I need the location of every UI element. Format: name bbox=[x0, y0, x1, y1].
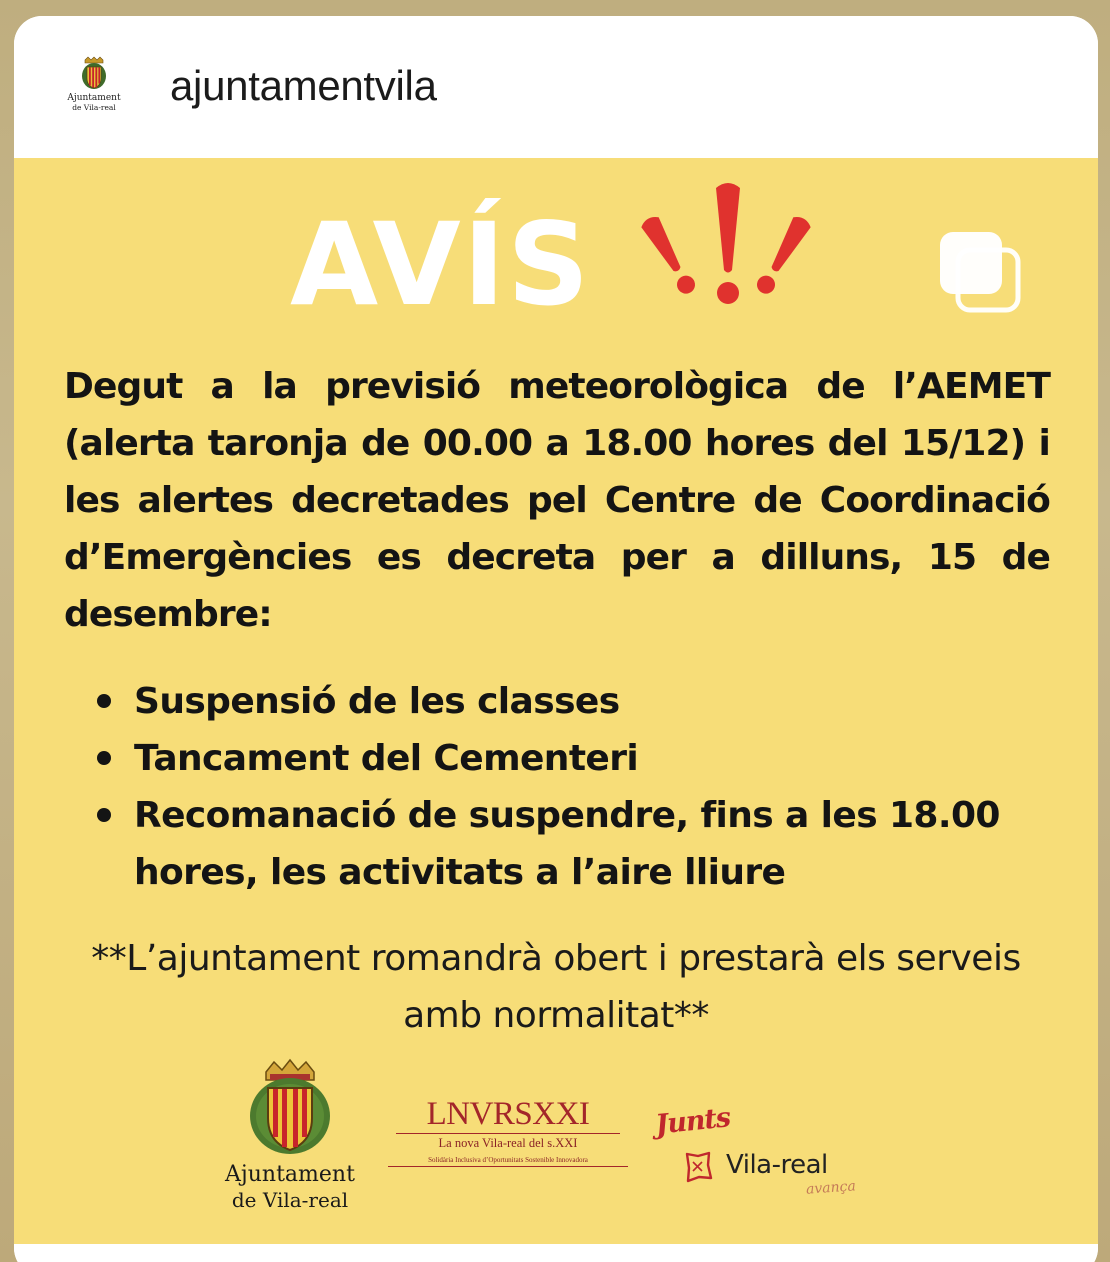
junts-logo bbox=[646, 1102, 886, 1210]
lnvrs-logo-subtitle: La nova Vila-real del s.XXI bbox=[438, 1136, 578, 1150]
lnvrs-logo-word: LNVRSXXI bbox=[426, 1096, 590, 1132]
list-item-text: Tancament del Cementeri bbox=[134, 738, 639, 779]
ajuntament-logo-line1: Ajuntament bbox=[225, 1162, 355, 1187]
profile-avatar[interactable] bbox=[58, 56, 130, 126]
bullet-dot bbox=[97, 808, 111, 822]
bullet-dot bbox=[97, 751, 111, 765]
coat-of-arms-icon bbox=[240, 1058, 340, 1158]
city-map-icon bbox=[682, 1150, 714, 1184]
lnvrs-logo-rule bbox=[396, 1133, 620, 1134]
post-header bbox=[14, 16, 1098, 158]
list-item bbox=[94, 673, 1054, 730]
list-item-text: Suspensió de les classes bbox=[134, 681, 620, 722]
list-item bbox=[94, 730, 1054, 787]
post-card bbox=[14, 16, 1098, 1262]
post-image bbox=[14, 158, 1098, 1244]
post-footer-edge bbox=[14, 1244, 1098, 1262]
junts-logo-script: Junts bbox=[654, 1102, 732, 1141]
notice-title: AVÍS bbox=[290, 198, 592, 331]
ajuntament-logo-line2: de Vila-real bbox=[231, 1188, 349, 1212]
profile-username[interactable]: ajuntamentvila bbox=[170, 62, 437, 109]
lnvrs-logo-motto: Solidària Inclusiva d’Oportunitats Sostenible Innovadora bbox=[388, 1154, 628, 1167]
bullet-dot bbox=[97, 694, 111, 708]
avatar-text-line1: Ajuntament bbox=[67, 93, 121, 103]
ajuntament-logo bbox=[210, 1058, 370, 1230]
list-item-text: Recomanació de suspendre, fins a les 18.00 hores, les activitats a l’aire lliure bbox=[134, 795, 1000, 893]
notice-footnote: **L’ajuntament romandrà obert i prestarà els serveis amb normalitat** bbox=[91, 938, 1021, 1036]
junts-logo-tagline: avança bbox=[805, 1178, 857, 1198]
measures-list bbox=[94, 673, 1054, 901]
avatar-text-line2: de Vila-real bbox=[72, 103, 116, 112]
coat-of-arms-icon bbox=[79, 56, 109, 92]
list-item bbox=[94, 787, 1054, 901]
lnvrs-logo bbox=[388, 1096, 628, 1192]
notice-body-text: Degut a la previsió meteorològica de l’AEMET (alerta taronja de 00.00 a 18.00 hores del 15/12) i les alertes decretades pel Centre de Coordinació d’Emergències es decreta per a dilluns, 15 de desembre: bbox=[64, 366, 1050, 635]
junts-logo-city: Vila-real bbox=[726, 1150, 828, 1180]
carousel-stack-icon[interactable] bbox=[932, 224, 1024, 316]
exclamation-marks-icon bbox=[626, 180, 826, 315]
